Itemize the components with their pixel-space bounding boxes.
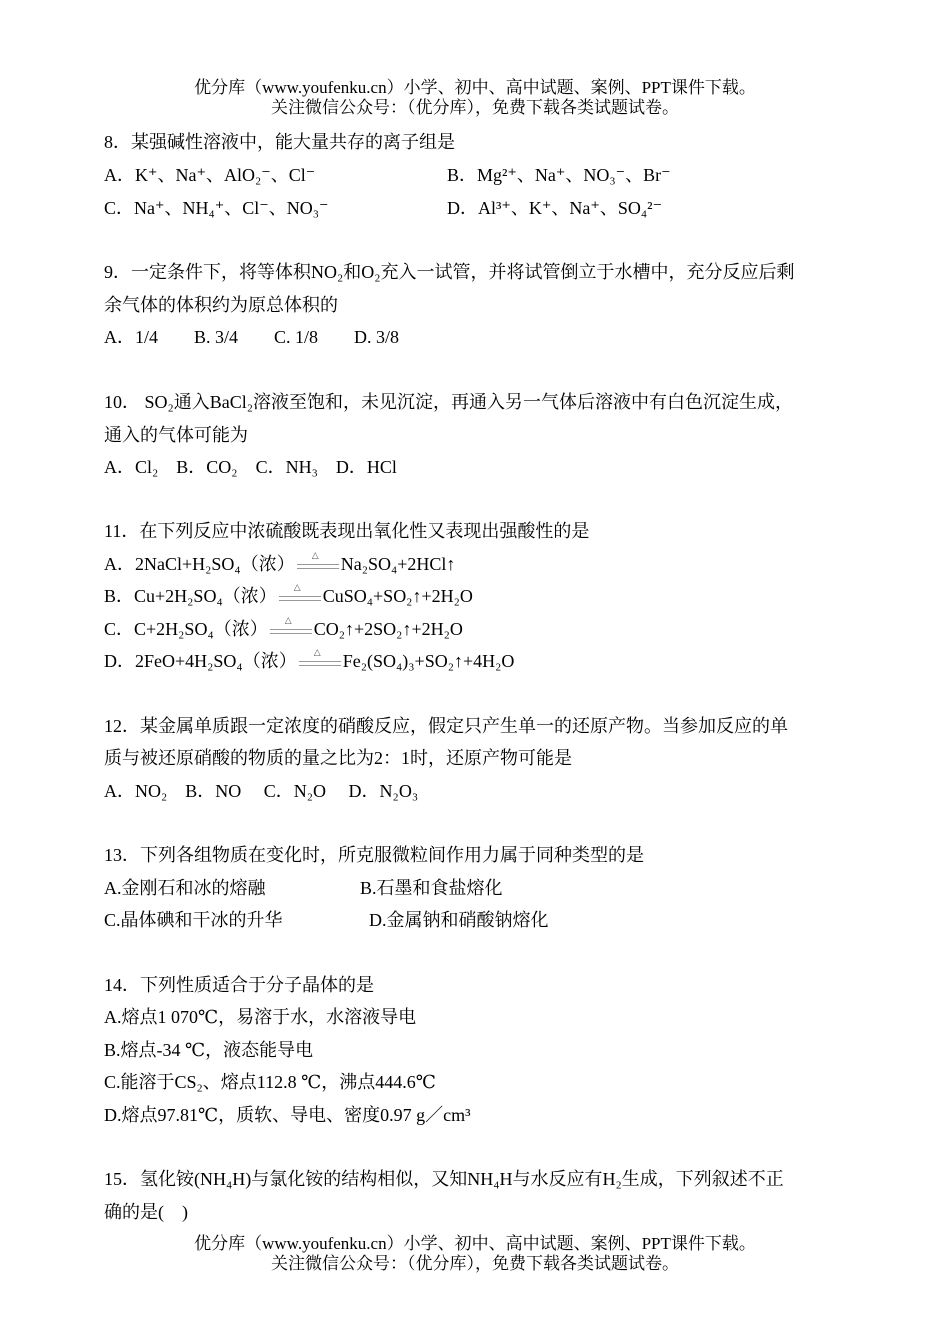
q14-stem: 14．下列性质适合于分子晶体的是 xyxy=(104,975,374,995)
q11-d-reactants: D．2FeO+4H₂SO₄（浓） xyxy=(104,651,297,671)
q11-b-reactants: B．Cu+2H₂SO₄（浓） xyxy=(104,586,277,606)
heat-condition-icon xyxy=(270,614,312,638)
q14-option-c: C.能溶于CS₂、熔点112.8 ℃，沸点444.6℃ xyxy=(104,1072,436,1092)
heat-triangle-icon: △ xyxy=(293,581,301,592)
q11-option-b xyxy=(104,581,473,608)
q13-option-d: D.金属钠和硝酸钠熔化 xyxy=(369,910,549,930)
heat-condition-icon xyxy=(279,581,321,605)
header-line-2: 关注微信公众号：（优分库），免费下载各类试题试卷。 xyxy=(271,98,679,117)
heat-triangle-icon: △ xyxy=(311,549,319,560)
footer-line-2: 关注微信公众号：（优分库），免费下载各类试题试卷。 xyxy=(271,1254,679,1273)
q15-stem-line-2: 确的是( ) xyxy=(104,1202,188,1222)
q10-options: A．Cl₂ B．CO₂ C．NH₃ D．HCl xyxy=(104,457,397,477)
heat-condition-icon xyxy=(297,549,339,573)
heat-triangle-icon: △ xyxy=(313,646,321,657)
footer-line-1: 优分库（www.youfenku.cn）小学、初中、高中试题、案例、PPT课件下载。 xyxy=(194,1234,756,1253)
q9-stem-line-2: 余气体的体积约为原总体积的 xyxy=(104,295,338,315)
q8-stem: 8．某强碱性溶液中，能大量共存的离子组是 xyxy=(104,132,455,152)
q14-option-d: D.熔点97.81℃，质软、导电、密度0.97 g／cm³ xyxy=(104,1105,471,1125)
q11-option-d xyxy=(104,646,515,673)
q11-c-products: CO₂↑+2SO₂↑+2H₂O xyxy=(313,619,463,639)
header-line-1: 优分库（www.youfenku.cn）小学、初中、高中试题、案例、PPT课件下载。 xyxy=(194,78,756,97)
q11-option-c xyxy=(104,614,463,641)
q8-option-c: C．Na⁺、NH₄⁺、Cl⁻、NO₃⁻ xyxy=(104,198,329,218)
heat-triangle-icon: △ xyxy=(284,614,292,625)
q13-option-a: A.金刚石和冰的熔融 xyxy=(104,878,266,898)
q9-stem-line-1: 9．一定条件下，将等体积NO₂和O₂充入一试管，并将试管倒立于水槽中，充分反应后剩 xyxy=(104,262,795,282)
q14-option-b: B.熔点-34 ℃，液态能导电 xyxy=(104,1040,314,1060)
q10-stem-line-1: 10． SO₂通入BaCl₂溶液至饱和，未见沉淀，再通入另一气体后溶液中有白色沉淀生成， xyxy=(104,392,794,412)
q11-stem: 11．在下列反应中浓硫酸既表现出氧化性又表现出强酸性的是 xyxy=(104,521,590,541)
q13-option-c: C.晶体碘和干冰的升华 xyxy=(104,910,283,930)
q11-d-products: Fe₂(SO₄)₃+SO₂↑+4H₂O xyxy=(342,651,515,671)
q11-a-products: Na₂SO₄+2HCl↑ xyxy=(340,554,456,574)
q12-options: A．NO₂ B．NO C．N₂O D．N₂O₃ xyxy=(104,781,419,801)
q11-a-reactants: A．2NaCl+H₂SO₄（浓） xyxy=(104,554,295,574)
q14-option-a: A.熔点1 070℃，易溶于水，水溶液导电 xyxy=(104,1007,417,1027)
q15-stem-line-1: 15．氢化铵(NH₄H)与氯化铵的结构相似，又知NH₄H与水反应有H₂生成，下列叙述不正 xyxy=(104,1169,784,1189)
q8-option-b: B．Mg²⁺、Na⁺、NO₃⁻、Br⁻ xyxy=(447,165,671,185)
q8-option-d: D．Al³⁺、K⁺、Na⁺、SO₄²⁻ xyxy=(447,198,663,218)
q12-stem-line-2: 质与被还原硝酸的物质的量之比为2：1时，还原产物可能是 xyxy=(104,748,572,768)
q13-option-b: B.石墨和食盐熔化 xyxy=(360,878,503,898)
q12-stem-line-1: 12．某金属单质跟一定浓度的硝酸反应，假定只产生单一的还原产物。当参加反应的单 xyxy=(104,716,788,736)
q11-c-reactants: C．C+2H₂SO₄（浓） xyxy=(104,619,268,639)
q11-option-a xyxy=(104,549,456,576)
q10-stem-line-2: 通入的气体可能为 xyxy=(104,425,248,445)
q13-stem: 13．下列各组物质在变化时，所克服微粒间作用力属于同种类型的是 xyxy=(104,845,644,865)
q11-b-products: CuSO₄+SO₂↑+2H₂O xyxy=(322,586,473,606)
heat-condition-icon xyxy=(299,646,341,670)
q8-option-a: A．K⁺、Na⁺、AlO₂⁻、Cl⁻ xyxy=(104,165,316,185)
q9-options: A．1/4 B. 3/4 C. 1/8 D. 3/8 xyxy=(104,327,400,347)
